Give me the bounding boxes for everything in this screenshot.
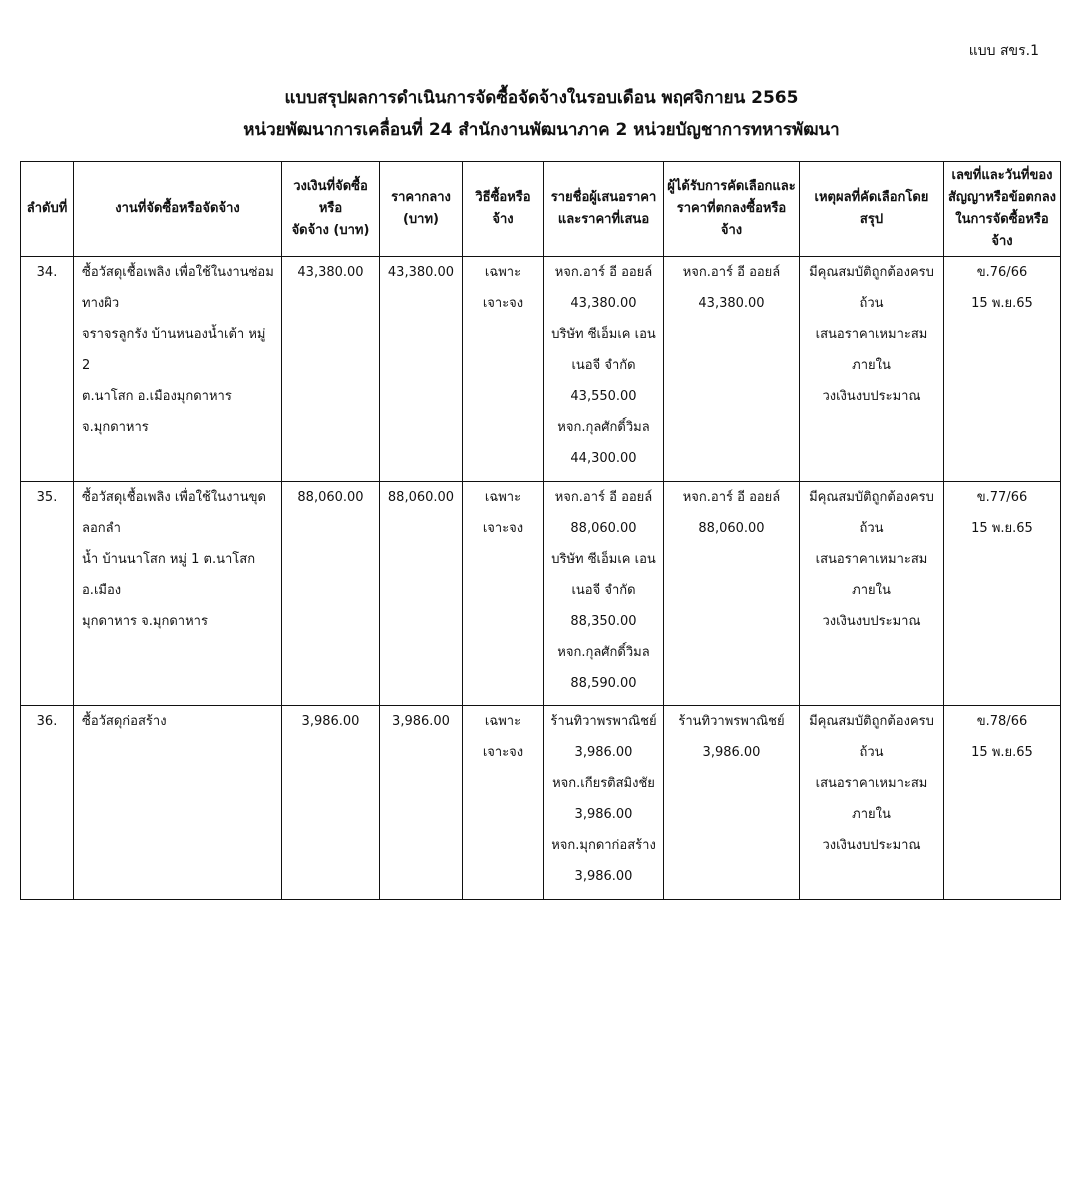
header-bidders: รายชื่อผู้เสนอราคา และราคาที่เสนอ bbox=[544, 162, 664, 257]
cell-contract: ข.76/66 15 พ.ย.65 bbox=[944, 257, 1061, 482]
cell-budget: 88,060.00 bbox=[282, 482, 380, 706]
header-item: งานที่จัดซื้อหรือจัดจ้าง bbox=[74, 162, 282, 257]
cell-no: 34. bbox=[21, 257, 74, 482]
cell-method: เฉพาะเจาะจง bbox=[463, 482, 544, 706]
cell-budget: 43,380.00 bbox=[282, 257, 380, 482]
cell-winner: หจก.อาร์ อี ออยล์ 88,060.00 bbox=[664, 482, 800, 706]
cell-reason: มีคุณสมบัติถูกต้องครบถ้วน เสนอราคาเหมาะสมภายใน วงเงินงบประมาณ bbox=[800, 706, 944, 900]
cell-winner: ร้านทิวาพรพาณิชย์ 3,986.00 bbox=[664, 706, 800, 900]
cell-item: ซื้อวัสดุก่อสร้าง bbox=[74, 706, 282, 900]
cell-budget: 3,986.00 bbox=[282, 706, 380, 900]
cell-no: 36. bbox=[21, 706, 74, 900]
procurement-table bbox=[20, 161, 1061, 900]
cell-median-price: 3,986.00 bbox=[380, 706, 463, 900]
cell-median-price: 88,060.00 bbox=[380, 482, 463, 706]
cell-contract: ข.78/66 15 พ.ย.65 bbox=[944, 706, 1061, 900]
header-budget: วงเงินที่จัดซื้อหรือ จัดจ้าง (บาท) bbox=[282, 162, 380, 257]
cell-median-price: 43,380.00 bbox=[380, 257, 463, 482]
table-header-row bbox=[21, 162, 1061, 257]
cell-item: ซื้อวัสดุเชื้อเพลิง เพื่อใช้ในงานซ่อมทางผิว จราจรลูกรัง บ้านหนองน้ำเต้า หมู่ 2 ต.นาโสก อ.เมืองมุกดาหาร จ.มุกดาหาร bbox=[74, 257, 282, 482]
table-row bbox=[21, 706, 1061, 900]
header-no: ลำดับที่ bbox=[21, 162, 74, 257]
cell-no: 35. bbox=[21, 482, 74, 706]
cell-method: เฉพาะเจาะจง bbox=[463, 706, 544, 900]
table-row bbox=[21, 482, 1061, 706]
cell-contract: ข.77/66 15 พ.ย.65 bbox=[944, 482, 1061, 706]
header-median-price: ราคากลาง (บาท) bbox=[380, 162, 463, 257]
report-subtitle: หน่วยพัฒนาการเคลื่อนที่ 24 สำนักงานพัฒนาภาค 2 หน่วยบัญชาการทหารพัฒนา bbox=[243, 120, 840, 140]
cell-bidders: หจก.อาร์ อี ออยล์ 88,060.00 บริษัท ซีเอ็มเค เอน เนอจี จำกัด 88,350.00 หจก.กุลศักดิ์วิมล 88,590.00 bbox=[544, 482, 664, 706]
header-winner: ผู้ได้รับการคัดเลือกและ ราคาที่ตกลงซื้อหรือจ้าง bbox=[664, 162, 800, 257]
cell-reason: มีคุณสมบัติถูกต้องครบถ้วน เสนอราคาเหมาะสมภายใน วงเงินงบประมาณ bbox=[800, 257, 944, 482]
form-code: แบบ สขร.1 bbox=[968, 43, 1039, 59]
cell-bidders: หจก.อาร์ อี ออยล์ 43,380.00 บริษัท ซีเอ็มเค เอน เนอจี จำกัด 43,550.00 หจก.กุลศักดิ์วิมล 44,300.00 bbox=[544, 257, 664, 482]
header-reason: เหตุผลที่คัดเลือกโดยสรุป bbox=[800, 162, 944, 257]
report-title: แบบสรุปผลการดำเนินการจัดซื้อจัดจ้างในรอบเดือน พฤศจิกายน 2565 bbox=[284, 88, 799, 108]
header-method: วิธีซื้อหรือจ้าง bbox=[463, 162, 544, 257]
cell-reason: มีคุณสมบัติถูกต้องครบถ้วน เสนอราคาเหมาะสมภายใน วงเงินงบประมาณ bbox=[800, 482, 944, 706]
cell-winner: หจก.อาร์ อี ออยล์ 43,380.00 bbox=[664, 257, 800, 482]
cell-bidders: ร้านทิวาพรพาณิชย์ 3,986.00 หจก.เกียรติสมิงชัย 3,986.00 หจก.มุกดาก่อสร้าง 3,986.00 bbox=[544, 706, 664, 900]
cell-method: เฉพาะเจาะจง bbox=[463, 257, 544, 482]
cell-item: ซื้อวัสดุเชื้อเพลิง เพื่อใช้ในงานขุดลอกลำ น้ำ บ้านนาโสก หมู่ 1 ต.นาโสก อ.เมือง มุกดาหาร จ.มุกดาหาร bbox=[74, 482, 282, 706]
table-row bbox=[21, 257, 1061, 482]
header-contract: เลขที่และวันที่ของ สัญญาหรือข้อตกลง ในการจัดซื้อหรือจ้าง bbox=[944, 162, 1061, 257]
